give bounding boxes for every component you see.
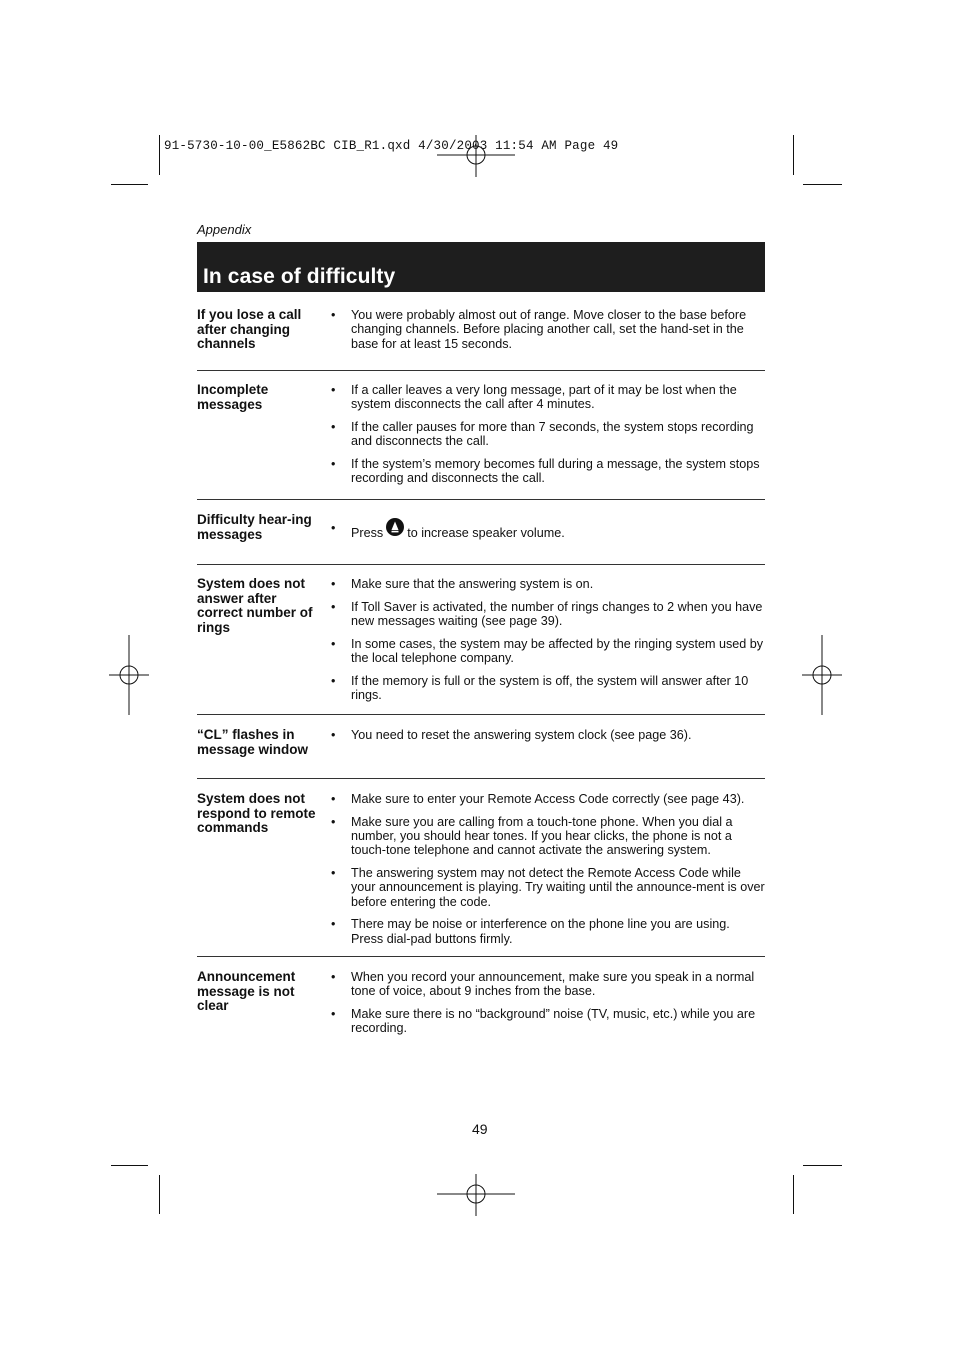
problem-heading: System does not respond to remote commands [197, 791, 316, 835]
solution-list [331, 383, 765, 494]
row-divider [197, 564, 765, 565]
solution-item: • If a caller leaves a very long message, part of it may be lost when the system disconnects the call after 4 minutes. [331, 383, 737, 412]
registration-mark-right [802, 635, 842, 715]
crop-mark [159, 1175, 160, 1214]
solution-list [331, 792, 765, 954]
print-slug-line: 91-5730-10-00_E5862BC CIB_R1.qxd 4/30/2003 11:54 AM Page 49 [164, 139, 619, 153]
solution-item: • You need to reset the answering system clock (see page 36). [331, 728, 692, 742]
crop-mark [793, 1175, 794, 1214]
registration-mark-top [437, 135, 515, 177]
title-bar [197, 242, 765, 292]
problem-heading: System does not answer after correct number of rings [197, 576, 313, 635]
solution-item: • If the memory is full or the system is off, the system will answer after 10 rings. [331, 673, 749, 702]
bullet-icon: • [331, 866, 336, 880]
bullet-icon: • [331, 577, 336, 591]
solution-item: • The answering system may not detect the Remote Access Code while your announcement is playing. Try waiting until the announce-ment is over before entering the code. [331, 866, 765, 909]
bullet-icon: • [331, 521, 336, 535]
page-number: 49 [472, 1121, 488, 1137]
problem-heading: If you lose a call after changing channels [197, 307, 302, 351]
problem-heading: Incomplete messages [197, 382, 269, 412]
crop-mark [111, 184, 148, 185]
crop-mark [803, 184, 842, 185]
page-title: In case of difficulty [203, 265, 396, 288]
solution-item: • If the system’s memory becomes full during a message, the system stops recording and disconnects the call. [331, 457, 760, 486]
bullet-icon: • [331, 970, 336, 984]
bullet-icon: • [331, 673, 336, 688]
solution-list [331, 308, 765, 359]
bullet-icon: • [331, 636, 336, 651]
problem-heading: Difficulty hear-ing messages [197, 512, 312, 542]
solution-item: • Make sure there is no “background” noise (TV, music, etc.) while you are recording. [331, 1007, 756, 1036]
crop-mark [803, 1165, 842, 1166]
solution-item: • Make sure you are calling from a touch-tone phone. When you dial a number, you should hear tones. If you hear clicks, the phone is not a touch-tone telephone and cannot activate the answering system. [331, 814, 733, 858]
crop-mark [111, 1165, 148, 1166]
bullet-icon: • [331, 814, 336, 829]
bullet-icon: • [331, 728, 336, 742]
solution-item: • There may be noise or interference on the phone line you are using. Press dial-pad buttons firmly. [331, 917, 730, 946]
registration-mark-bottom [437, 1174, 515, 1216]
row-divider [197, 956, 765, 957]
solution-item: • Make sure that the answering system is on. [331, 577, 594, 591]
solution-list [331, 728, 765, 751]
solution-item: • If Toll Saver is activated, the number of rings changes to 2 when you have new messages waiting (see page 39). [331, 599, 763, 628]
row-divider [197, 370, 765, 371]
solution-item: • In some cases, the system may be affected by the ringing system used by the local telephone company. [331, 636, 764, 665]
crop-mark [793, 135, 794, 175]
bullet-icon: • [331, 457, 336, 471]
solution-item: • If the caller pauses for more than 7 seconds, the system stops recording and disconnects the call. [331, 420, 754, 449]
problem-heading: Announcement message is not clear [197, 969, 296, 1013]
solution-item: • Make sure to enter your Remote Access Code correctly (see page 43). [331, 792, 745, 806]
registration-mark-left [109, 635, 149, 715]
solution-item: • When you record your announcement, make sure you speak in a normal tone of voice, about 9 inches from the base. [331, 970, 755, 999]
bullet-icon: • [331, 420, 336, 434]
row-divider [197, 714, 765, 715]
section-label: Appendix [197, 222, 252, 237]
volume-up-icon [386, 518, 404, 536]
bullet-icon: • [331, 599, 336, 614]
problem-heading: “CL” flashes in message window [197, 727, 309, 757]
solution-list [331, 970, 765, 1044]
bullet-icon: • [331, 383, 336, 397]
solution-item: • You were probably almost out of range. Move closer to the base before changing channels. Before placing another call, set the hand-set in the base for at least 15 seconds. [331, 308, 747, 351]
bullet-icon: • [331, 917, 336, 932]
bullet-icon: • [331, 1007, 336, 1021]
bullet-icon: • [331, 308, 336, 322]
row-divider [197, 778, 765, 779]
solution-item: • Press to increase speaker volume. [331, 521, 765, 540]
solution-list [331, 521, 765, 549]
bullet-icon: • [331, 792, 336, 806]
crop-mark [159, 135, 160, 175]
row-divider [197, 499, 765, 500]
solution-list [331, 577, 765, 711]
